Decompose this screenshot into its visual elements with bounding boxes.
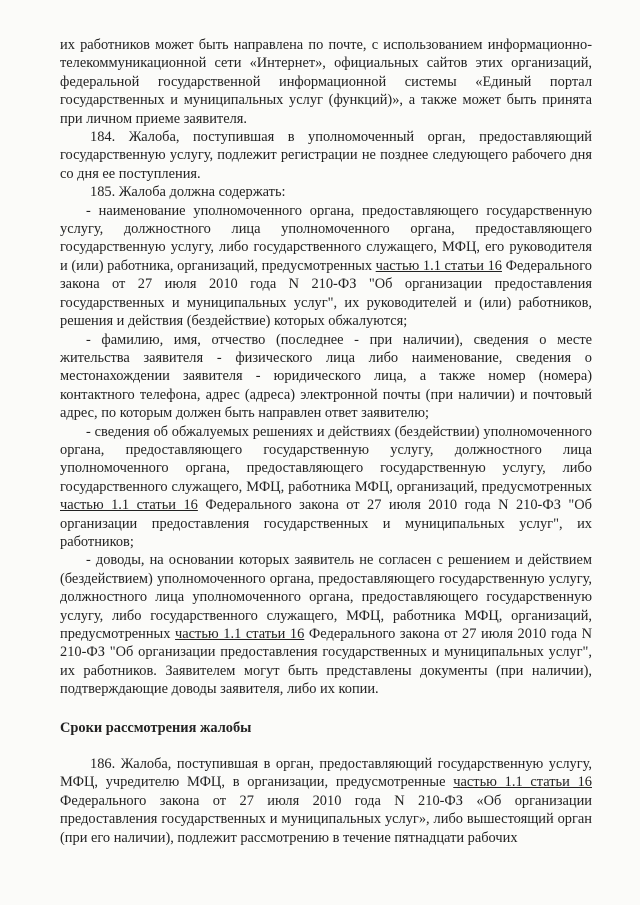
paragraph-185: 185. Жалоба должна содержать: xyxy=(90,184,286,201)
law-reference-link[interactable]: частью 1.1 статьи 16 xyxy=(175,626,305,642)
list-item-text: Федерального закона от 27 июля 2010 года N 210-ФЗ "Об организации предоставления государственных и муниципальных услуг", их руководителей и (или) работников, решения и действия (бездействие) которых обжалуются; xyxy=(60,257,592,330)
paragraph-184: 184. Жалоба, поступившая в уполномоченный орган, предоставляющий государственную услугу, подлежит регистрации не позднее следующего рабочего дня со дня ее поступления. xyxy=(60,129,592,182)
paragraph-186 xyxy=(60,755,592,847)
list-item-applicant-details: - фамилию, имя, отчество (последнее - при наличии), сведения о месте жительства заявителя - физического лица либо наименование, сведения о местонахождении заявителя - юридического лица, а также номер (номера) контактного телефона, адрес (адреса) электронной почты (при наличии) и почтовый адрес, по которым должен быть направлен ответ заявителю; xyxy=(60,331,592,422)
list-item-text: Федерального закона от 27 июля 2010 года N 210-ФЗ "Об организации предоставления государственных и муниципальных услуг", их работников; xyxy=(60,497,592,550)
paragraph-text: Федерального закона от 27 июля 2010 года N 210-ФЗ «Об организации предоставления государственных и муниципальных услуг», либо вышестоящий орган (при его наличии), подлежит рассмотрению в течение пятнадцати рабочих xyxy=(60,792,592,846)
list-item-text: Федерального закона от 27 июля 2010 года N 210-ФЗ "Об организации предоставления государственных и муниципальных услуг", их работников. Заявителем могут быть представлены документы (при наличии), подтверждающие доводы заявителя, либо их копии. xyxy=(60,626,592,698)
list-item-name-of-body xyxy=(60,202,592,331)
section-heading: Сроки рассмотрения жалобы xyxy=(60,719,252,736)
list-item-text: - доводы, на основании которых заявитель не согласен с решением и действием (бездействием) уполномоченного органа, предоставляющего государственную услугу, должностного лица уполномоченного органа, предоставляющего государственную услугу, либо государственного служащего, МФЦ, работника МФЦ, организаций, предусмотренных xyxy=(60,552,592,642)
document-body xyxy=(60,36,592,847)
law-reference-link[interactable]: частью 1.1 статьи 16 xyxy=(375,257,502,274)
list-item-text: - наименование уполномоченного органа, предоставляющего государственную услугу, должностного лица уполномоченного органа, предоставляющего государственную услугу, либо государственного служащего, МФЦ, его руководителя и (или) работника, организаций, предусмотренных xyxy=(60,202,592,274)
law-reference-link[interactable]: частью 1.1 статьи 16 xyxy=(60,497,198,514)
paragraph-intro: их работников может быть направлена по почте, с использованием информационно-телекоммуникационной сети «Интернет», официальных сайтов этих организаций, федеральной государственной информационной системы «Единый портал государственных и муниципальных услуг (функций)», а также может быть принята при личном приеме заявителя. xyxy=(60,37,592,127)
law-reference-link[interactable]: частью 1.1 статьи 16 xyxy=(453,774,592,791)
paragraph-text: 186. Жалоба, поступившая в орган, предоставляющий государственную услугу, МФЦ, учредителю МФЦ, в организации, предусмотренные xyxy=(60,756,592,791)
list-item-appealed-decisions xyxy=(60,423,592,552)
list-item-arguments xyxy=(60,551,592,698)
list-item-text: - сведения об обжалуемых решениях и действиях (бездействии) уполномоченного органа, предоставляющего государственную услугу, должностного лица уполномоченного органа, предоставляющего государственную услугу, либо государственного служащего, МФЦ, работника МФЦ, организаций, предусмотренных xyxy=(60,423,592,495)
